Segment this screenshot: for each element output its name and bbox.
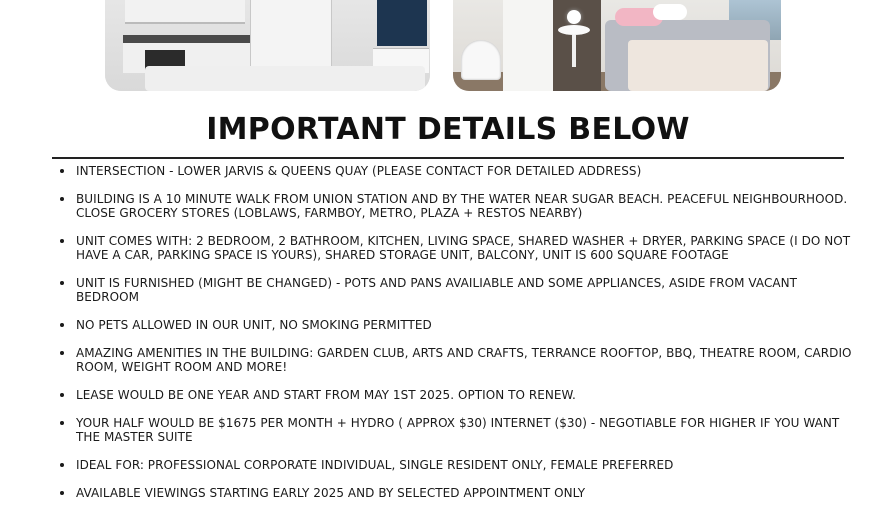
page-title: IMPORTANT DETAILS BELOW: [206, 112, 690, 147]
bedroom-photo: [453, 0, 781, 91]
kitchen-photo: [105, 0, 430, 91]
detail-viewings: AVAILABLE VIEWINGS STARTING EARLY 2025 AND BY SELECTED APPOINTMENT ONLY: [58, 486, 858, 500]
detail-intersection: INTERSECTION - LOWER JARVIS & QUEENS QUAY (PLEASE CONTACT FOR DETAILED ADDRESS): [58, 164, 858, 178]
detail-ideal-tenant: IDEAL FOR: PROFESSIONAL CORPORATE INDIVIDUAL, SINGLE RESIDENT ONLY, FEMALE PREFERRED: [58, 458, 858, 472]
detail-furnishing: UNIT IS FURNISHED (MIGHT BE CHANGED) - POTS AND PANS AVAILIABLE AND SOME APPLIANCES, ASIDE FROM VACANT BEDROOM: [58, 276, 858, 304]
detail-pets-smoking: NO PETS ALLOWED IN OUR UNIT, NO SMOKING PERMITTED: [58, 318, 858, 332]
detail-unit-features: UNIT COMES WITH: 2 BEDROOM, 2 BATHROOM, KITCHEN, LIVING SPACE, SHARED WASHER + DRYER, PARKING SPACE (I DO NOT HAVE A CAR, PARKING SPACE IS YOURS), SHARED STORAGE UNIT, BALCONY, UNIT IS 600 SQUARE FOOTAGE: [58, 234, 858, 262]
detail-rent: YOUR HALF WOULD BE $1675 PER MONTH + HYDRO ( APPROX $30) INTERNET ($30) - NEGOTIABLE FOR HIGHER IF YOU WANT THE MASTER SUITE: [58, 416, 858, 444]
details-list: [58, 164, 858, 512]
detail-amenities: AMAZING AMENITIES IN THE BUILDING: GARDEN CLUB, ARTS AND CRAFTS, TERRANCE ROOFTOP, BBQ, THEATRE ROOM, CARDIO ROOM, WEIGHT ROOM AND MORE!: [58, 346, 858, 374]
detail-lease: LEASE WOULD BE ONE YEAR AND START FROM MAY 1ST 2025. OPTION TO RENEW.: [58, 388, 858, 402]
divider: [52, 157, 844, 159]
detail-location: BUILDING IS A 10 MINUTE WALK FROM UNION STATION AND BY THE WATER NEAR SUGAR BEACH. PEACEFUL NEIGHBOURHOOD. CLOSE GROCERY STORES (LOBLAWS, FARMBOY, METRO, PLAZA + RESTOS NEARBY): [58, 192, 858, 220]
